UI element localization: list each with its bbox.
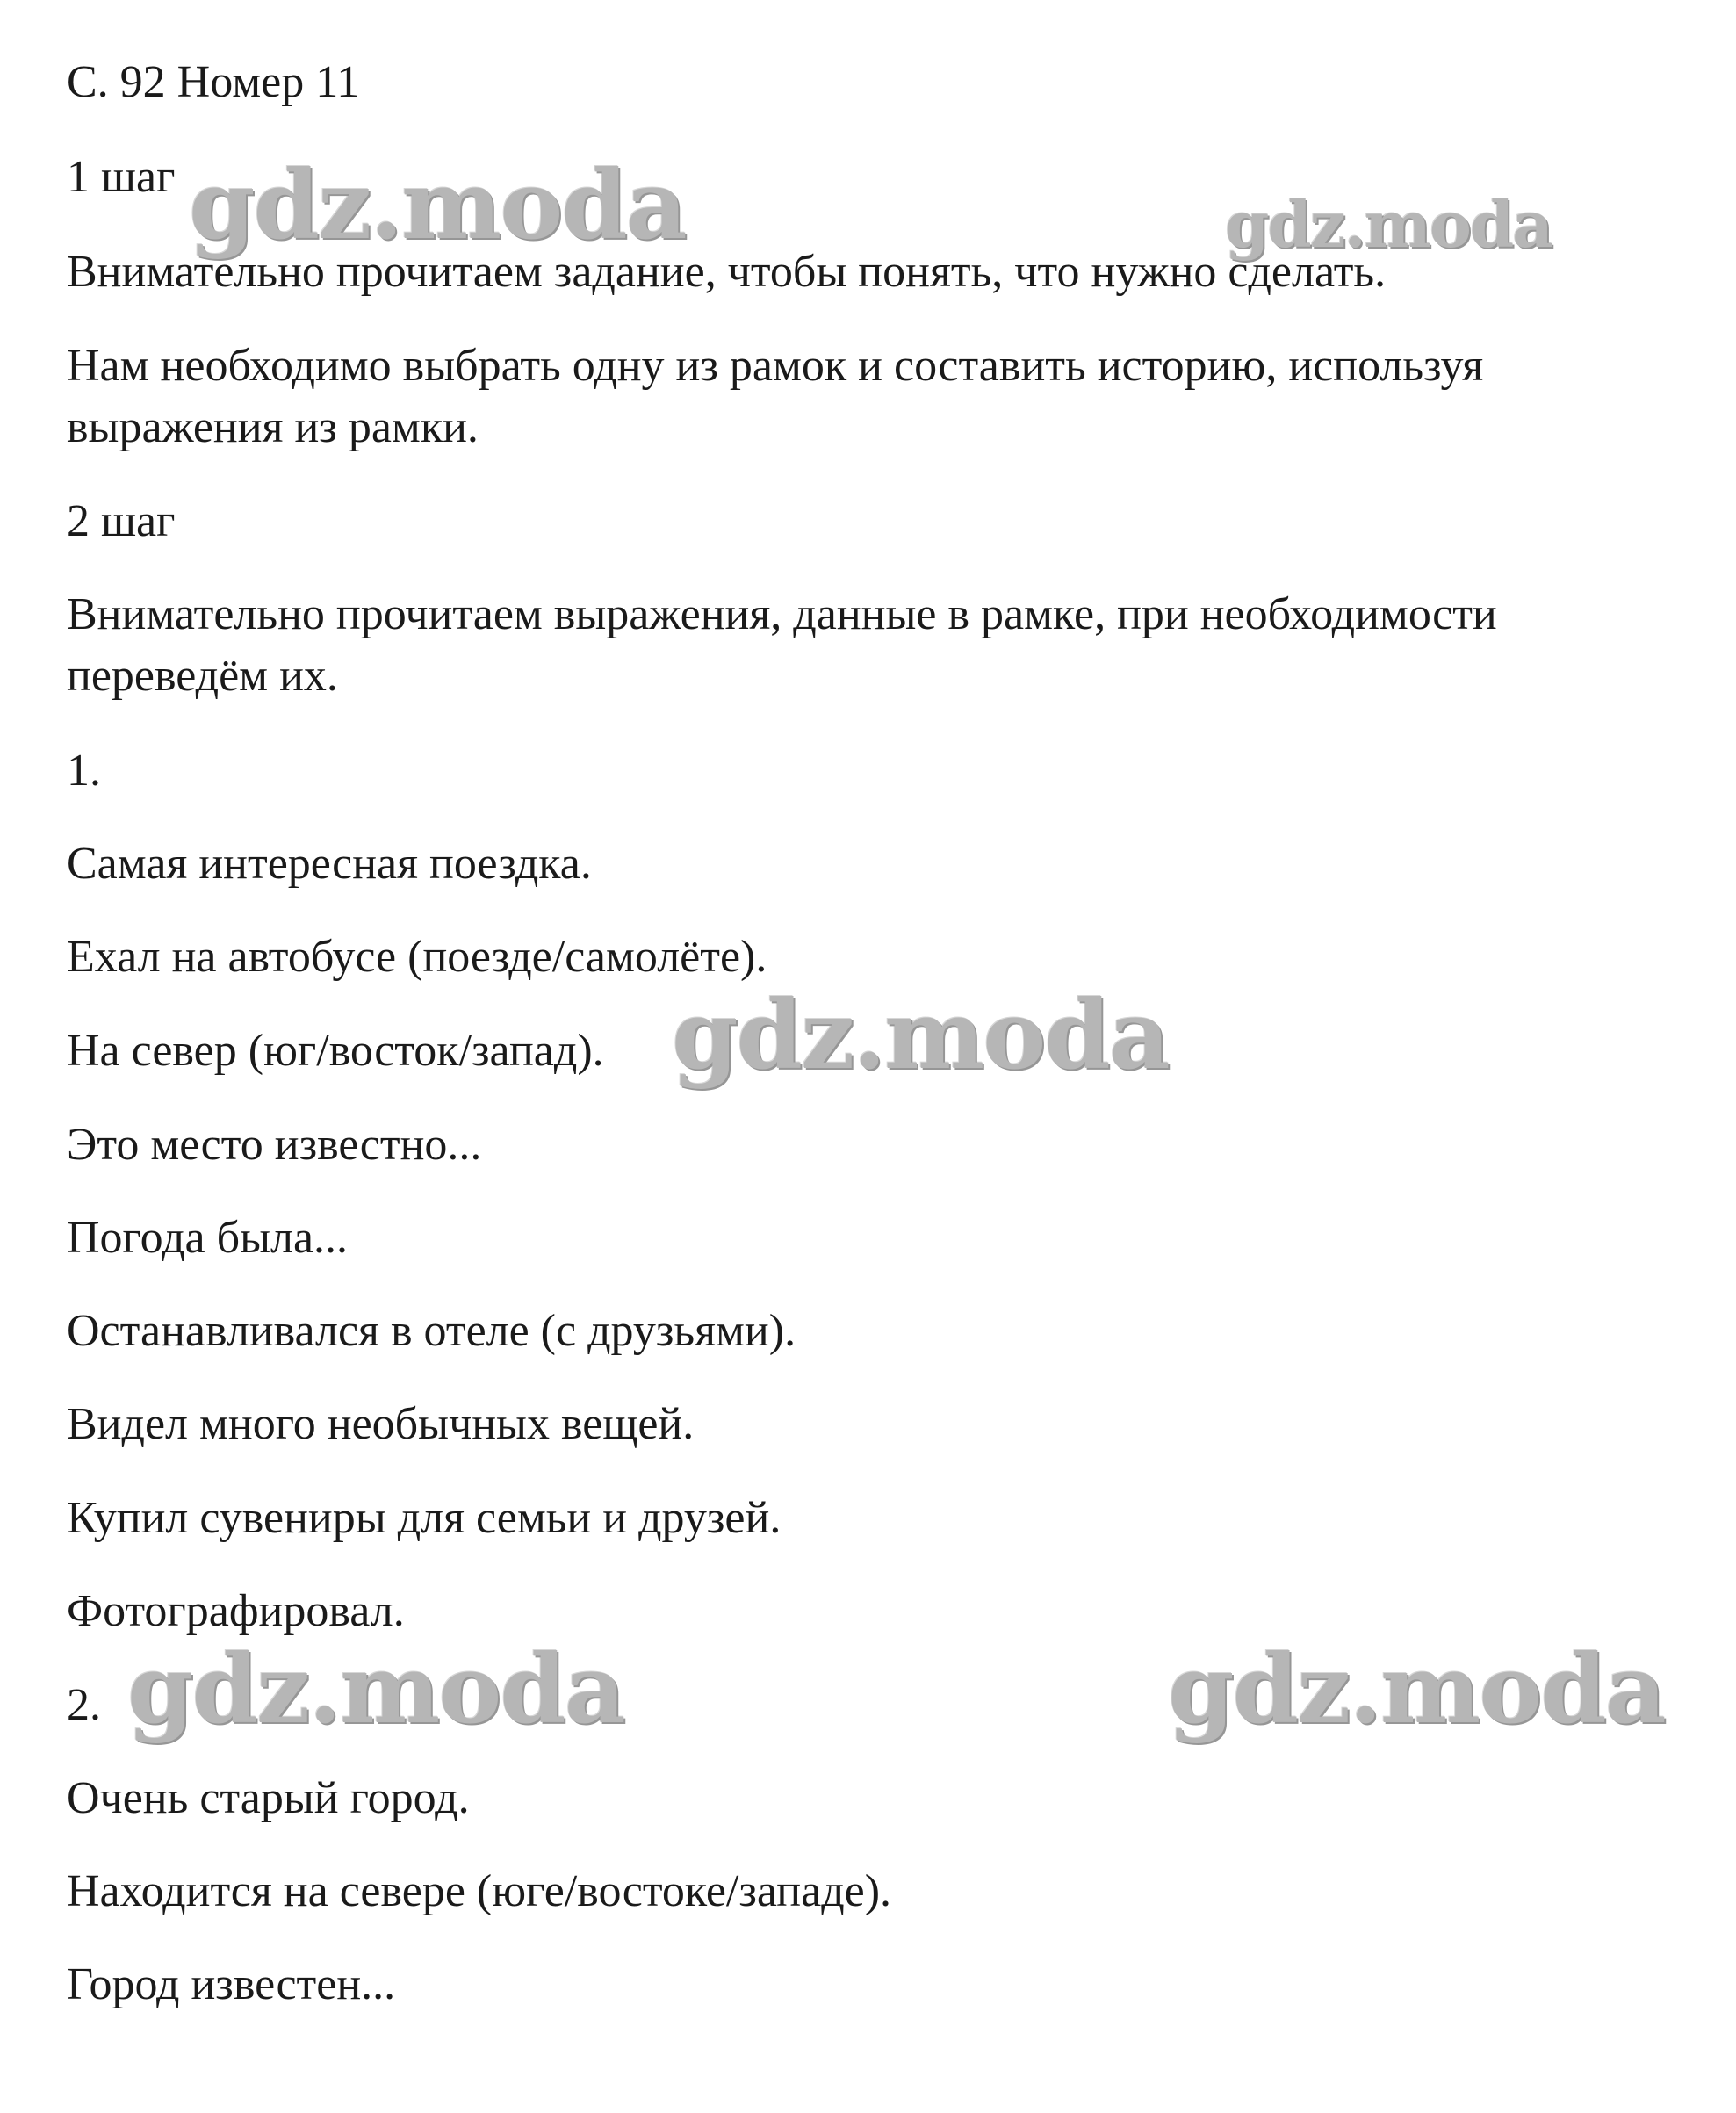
step-1-paragraph-2-line-1: Нам необходимо выбрать одну из рамок и составить историю, используя bbox=[67, 341, 1484, 391]
frame-1-item: Останавливался в отеле (с друзьями). bbox=[67, 1306, 796, 1356]
frame-1-item: Видел много необычных вещей. bbox=[67, 1399, 695, 1449]
watermark: gdz.moda bbox=[127, 1634, 624, 1745]
step-2-paragraph-1-line-1: Внимательно прочитаем выражения, данные в рамке, при необходимости bbox=[67, 589, 1497, 639]
frame-1-item: Ехал на автобусе (поезде/самолёте). bbox=[67, 932, 767, 982]
frame-1-item: Это место известно... bbox=[67, 1120, 482, 1170]
frame-1-item: Погода была... bbox=[67, 1213, 349, 1263]
page-header: С. 92 Номер 11 bbox=[67, 57, 360, 107]
frame-1-item: На север (юг/восток/запад). bbox=[67, 1026, 604, 1076]
frame-1-item: Фотографировал. bbox=[67, 1586, 405, 1636]
step-2-label: 2 шаг bbox=[67, 496, 176, 546]
frame-1-item: Купил сувениры для семьи и друзей. bbox=[67, 1493, 782, 1543]
watermark: gdz.moda bbox=[189, 150, 686, 261]
frame-2-item: Очень старый город. bbox=[67, 1773, 470, 1823]
frame-2-item: Находится на севере (юге/востоке/западе). bbox=[67, 1866, 892, 1916]
step-1-paragraph-1: Внимательно прочитаем задание, чтобы понять, что нужно сделать. bbox=[67, 247, 1387, 297]
frame-1-number: 1. bbox=[67, 746, 101, 796]
frame-2-item: Город известен... bbox=[67, 1959, 396, 2009]
frame-1-item: Самая интересная поездка. bbox=[67, 839, 592, 889]
watermark: gdz.moda bbox=[1168, 1634, 1665, 1745]
step-1-paragraph-2-line-2: выражения из рамки. bbox=[67, 402, 479, 452]
watermark: gdz.moda bbox=[1225, 187, 1552, 262]
step-2-paragraph-1-line-2: переведём их. bbox=[67, 651, 338, 701]
frame-2-number: 2. bbox=[67, 1680, 101, 1730]
step-1-label: 1 шаг bbox=[67, 152, 176, 202]
watermark: gdz.moda bbox=[672, 980, 1169, 1091]
